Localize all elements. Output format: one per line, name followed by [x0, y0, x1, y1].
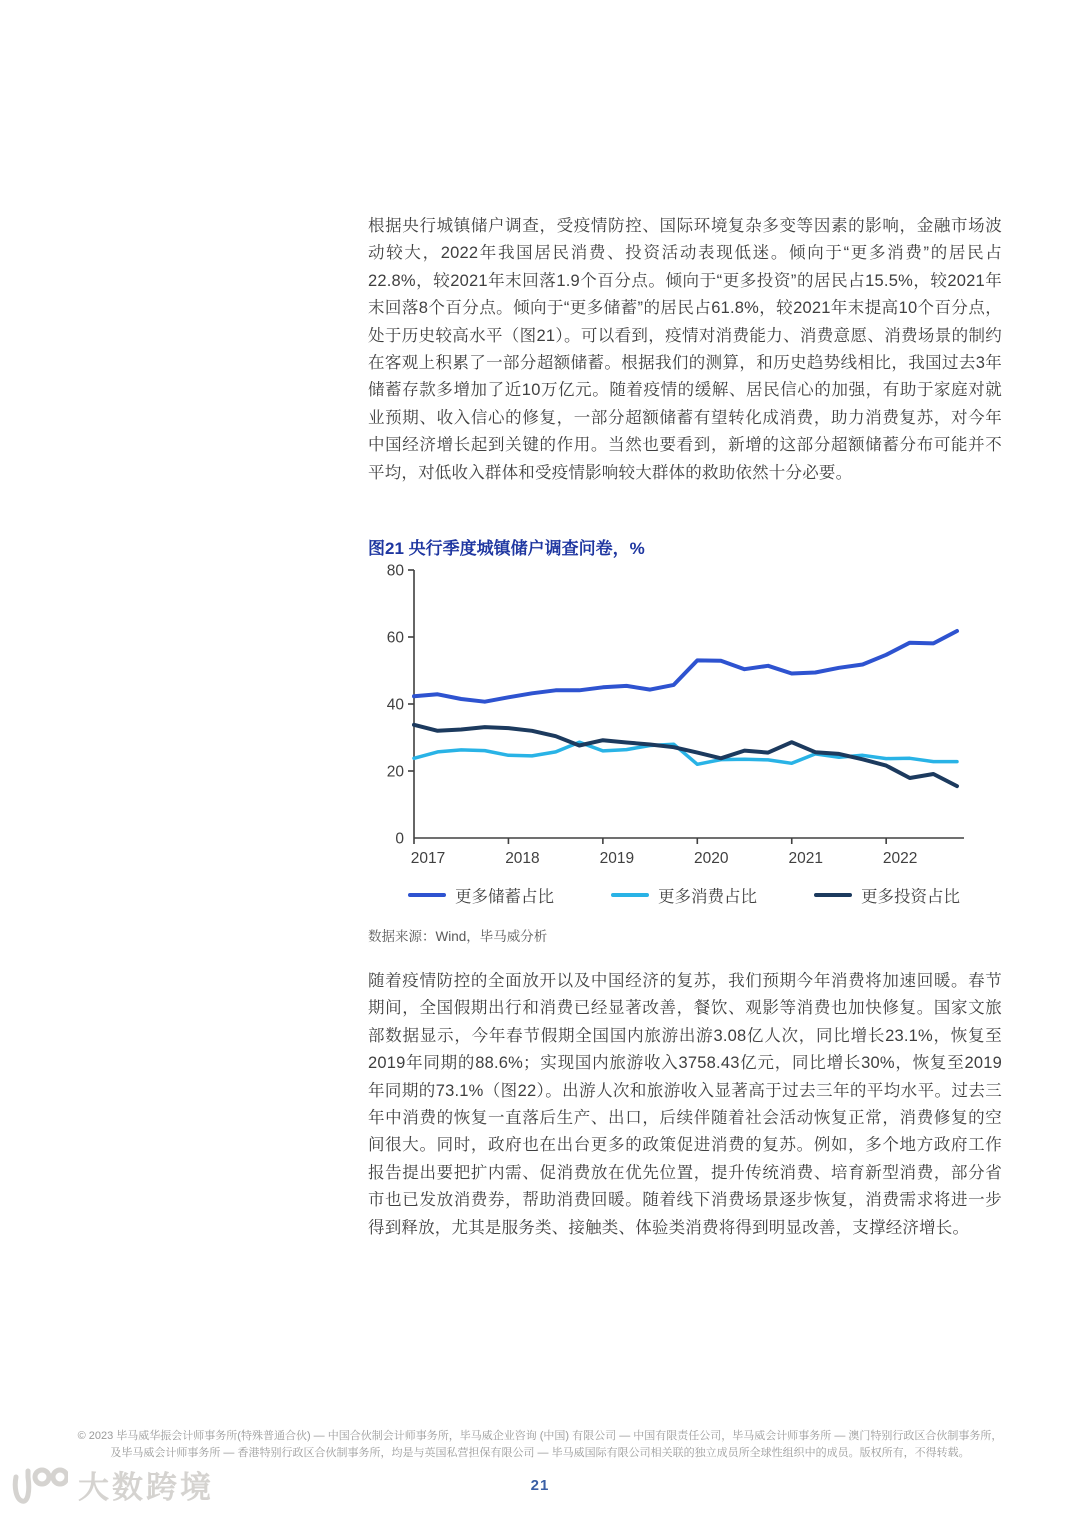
legend-label: 更多消费占比	[658, 888, 757, 906]
watermark-text: 大数跨境	[78, 1470, 214, 1505]
legend-item-2	[814, 883, 960, 907]
figure-21-title: 图21 央行季度城镇储户调查问卷，%	[368, 539, 645, 558]
y-tick-label: 80	[386, 563, 404, 580]
watermark	[10, 1462, 214, 1507]
legend-item-1	[611, 883, 757, 907]
x-tick-label: 2021	[788, 850, 823, 867]
figure-chart	[368, 563, 1008, 875]
footer-line-2: 及毕马威会计师事务所 — 香港特别行政区合伙制事务所，均是与英国私营担保有限公司 — 毕马威国际有限公司相关联的独立成员所全球性组织中的成员。版权所有，不得转载。	[110, 1447, 970, 1459]
x-tick-label: 2020	[694, 850, 729, 867]
legend-item-0	[408, 883, 554, 907]
chart-legend	[408, 883, 960, 907]
legend-swatch-icon	[408, 893, 446, 897]
paragraph-consumption-recovery: 随着疫情防控的全面放开以及中国经济的复苏，我们预期今年消费将加速回暖。春节期间，全国假期出行和消费已经显著改善，餐饮、观影等消费也加快修复。国家文旅部数据显示，今年春节假期全国国内旅游出游3.08亿人次，同比增长23.1%，恢复至2019年同期的88.6%；实现国内旅游收入3758.43亿元，同比增长30%，恢复至2019年同期的73.1%（图22）。出游人次和旅游收入显著高于过去三年的平均水平。过去三年中消费的恢复一直落后生产、出口，后续伴随着社会活动恢复正常，消费修复的空间很大。同时，政府也在出台更多的政策促进消费的复苏。例如，多个地方政府工作报告提出要把扩内需、促消费放在优先位置，提升传统消费、培育新型消费，部分省市也已发放消费券，帮助消费回暖。随着线下消费场景逐步恢复，消费需求将进一步得到释放，尤其是服务类、接触类、体验类消费将得到明显改善，支撑经济增长。	[368, 972, 1002, 1237]
legend-label: 更多投资占比	[861, 888, 960, 906]
x-tick-label: 2019	[599, 850, 635, 867]
legend-swatch-icon	[814, 893, 852, 897]
x-tick-label: 2022	[882, 850, 918, 867]
legend-label: 更多储蓄占比	[455, 888, 554, 906]
x-tick-label: 2017	[410, 850, 446, 867]
series-line-0	[414, 631, 957, 702]
legend-swatch-icon	[611, 893, 649, 897]
copyright-footer	[0, 1428, 1080, 1462]
data-source-note: 数据来源：Wind，毕马威分析	[368, 929, 548, 944]
y-tick-label: 60	[386, 629, 404, 647]
footer-line-1: © 2023 毕马威华振会计师事务所(特殊普通合伙) — 中国合伙制会计师事务所，毕马威企业咨询 (中国) 有限公司 — 中国有限责任公司，毕马威会计师事务所 — 澳门特别行政区合伙制事务所，	[77, 1430, 1003, 1442]
y-tick-label: 0	[395, 830, 404, 848]
y-tick-label: 20	[386, 763, 404, 781]
x-tick-label: 2018	[505, 850, 540, 867]
dashu-logo-icon	[10, 1463, 68, 1507]
figure-21-chart-container	[368, 563, 1008, 875]
y-tick-label: 40	[386, 696, 404, 714]
page-number: 21	[530, 1477, 550, 1494]
paragraph-savings-survey: 根据央行城镇储户调查，受疫情防控、国际环境复杂多变等因素的影响，金融市场波动较大，2022年我国居民消费、投资活动表现低迷。倾向于“更多消费”的居民占22.8%，较2021年末回落1.9个百分点。倾向于“更多投资”的居民占15.5%，较2021年末回落8个百分点。倾向于“更多储蓄”的居民占61.8%，较2021年末提高10个百分点，处于历史较高水平（图21）。可以看到，疫情对消费能力、消费意愿、消费场景的制约在客观上积累了一部分超额储蓄。根据我们的测算，和历史趋势线相比，我国过去3年储蓄存款多增加了近10万亿元。随着疫情的缓解、居民信心的加强，有助于家庭对就业预期、收入信心的修复，一部分超额储蓄有望转化成消费，助力消费复苏，对今年中国经济增长起到关键的作用。当然也要看到，新增的这部分超额储蓄分布可能并不平均，对低收入群体和受疫情影响较大群体的救助依然十分必要。	[368, 217, 1002, 482]
